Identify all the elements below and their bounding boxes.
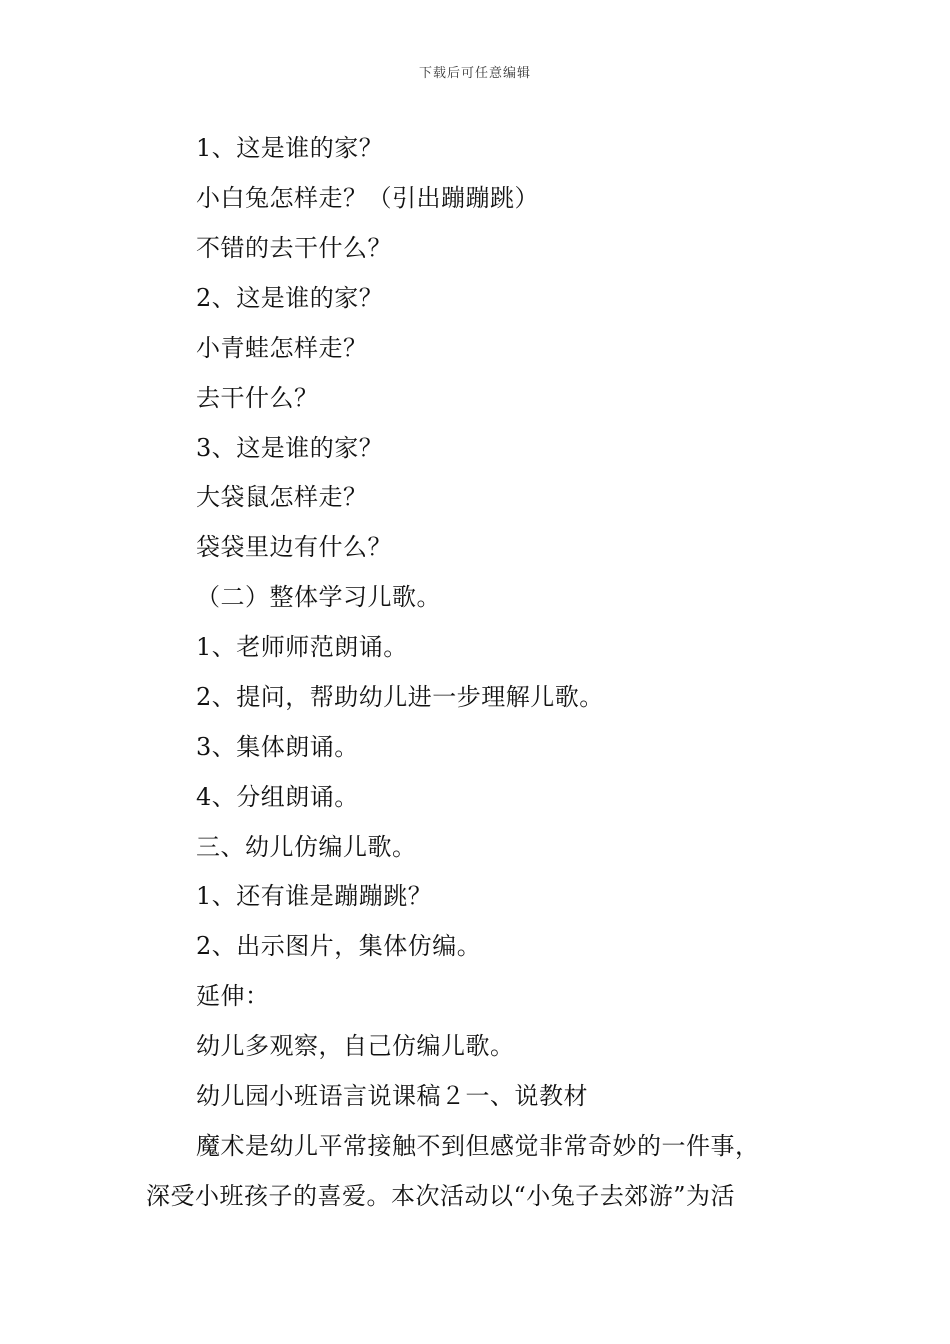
text-line: 4、分组朗诵。: [196, 783, 359, 811]
text-line: 2、出示图片，集体仿编。: [196, 932, 482, 960]
text-line: 幼儿多观察，自己仿编儿歌。: [196, 1032, 515, 1060]
text-line: 袋袋里边有什么？: [196, 533, 392, 561]
section-heading: （二）整体学习儿歌。: [196, 583, 441, 611]
section-heading: 三、幼儿仿编儿歌。: [196, 833, 417, 861]
text-line: 去干什么？: [196, 384, 319, 412]
text-line: 小青蛙怎样走？: [196, 334, 368, 362]
text-line: 延伸：: [196, 982, 270, 1010]
text-line: 大袋鼠怎样走？: [196, 483, 368, 511]
text-line: 1、老师师范朗诵。: [196, 633, 408, 661]
text-line: 3、集体朗诵。: [196, 733, 359, 761]
text-line: 1、这是谁的家？: [196, 134, 384, 162]
paragraph-line: 魔术是幼儿平常接触不到但感觉非常奇妙的一件事，: [196, 1132, 760, 1160]
text-line: 1、还有谁是蹦蹦跳？: [196, 882, 433, 910]
text-line: 不错的去干什么？: [196, 234, 392, 262]
text-line: 3、这是谁的家？: [196, 434, 384, 462]
text-line: 2、这是谁的家？: [196, 284, 384, 312]
text-line: 小白兔怎样走？（引出蹦蹦跳）: [196, 184, 539, 212]
page-header: 下载后可任意编辑: [418, 66, 531, 81]
text-line: 2、提问，帮助幼儿进一步理解儿歌。: [196, 683, 604, 711]
paragraph-line: 深受小班孩子的喜爱。本次活动以“小兔子去郊游”为活: [146, 1182, 736, 1210]
document-title: 幼儿园小班语言说课稿２一、说教材: [196, 1082, 588, 1110]
